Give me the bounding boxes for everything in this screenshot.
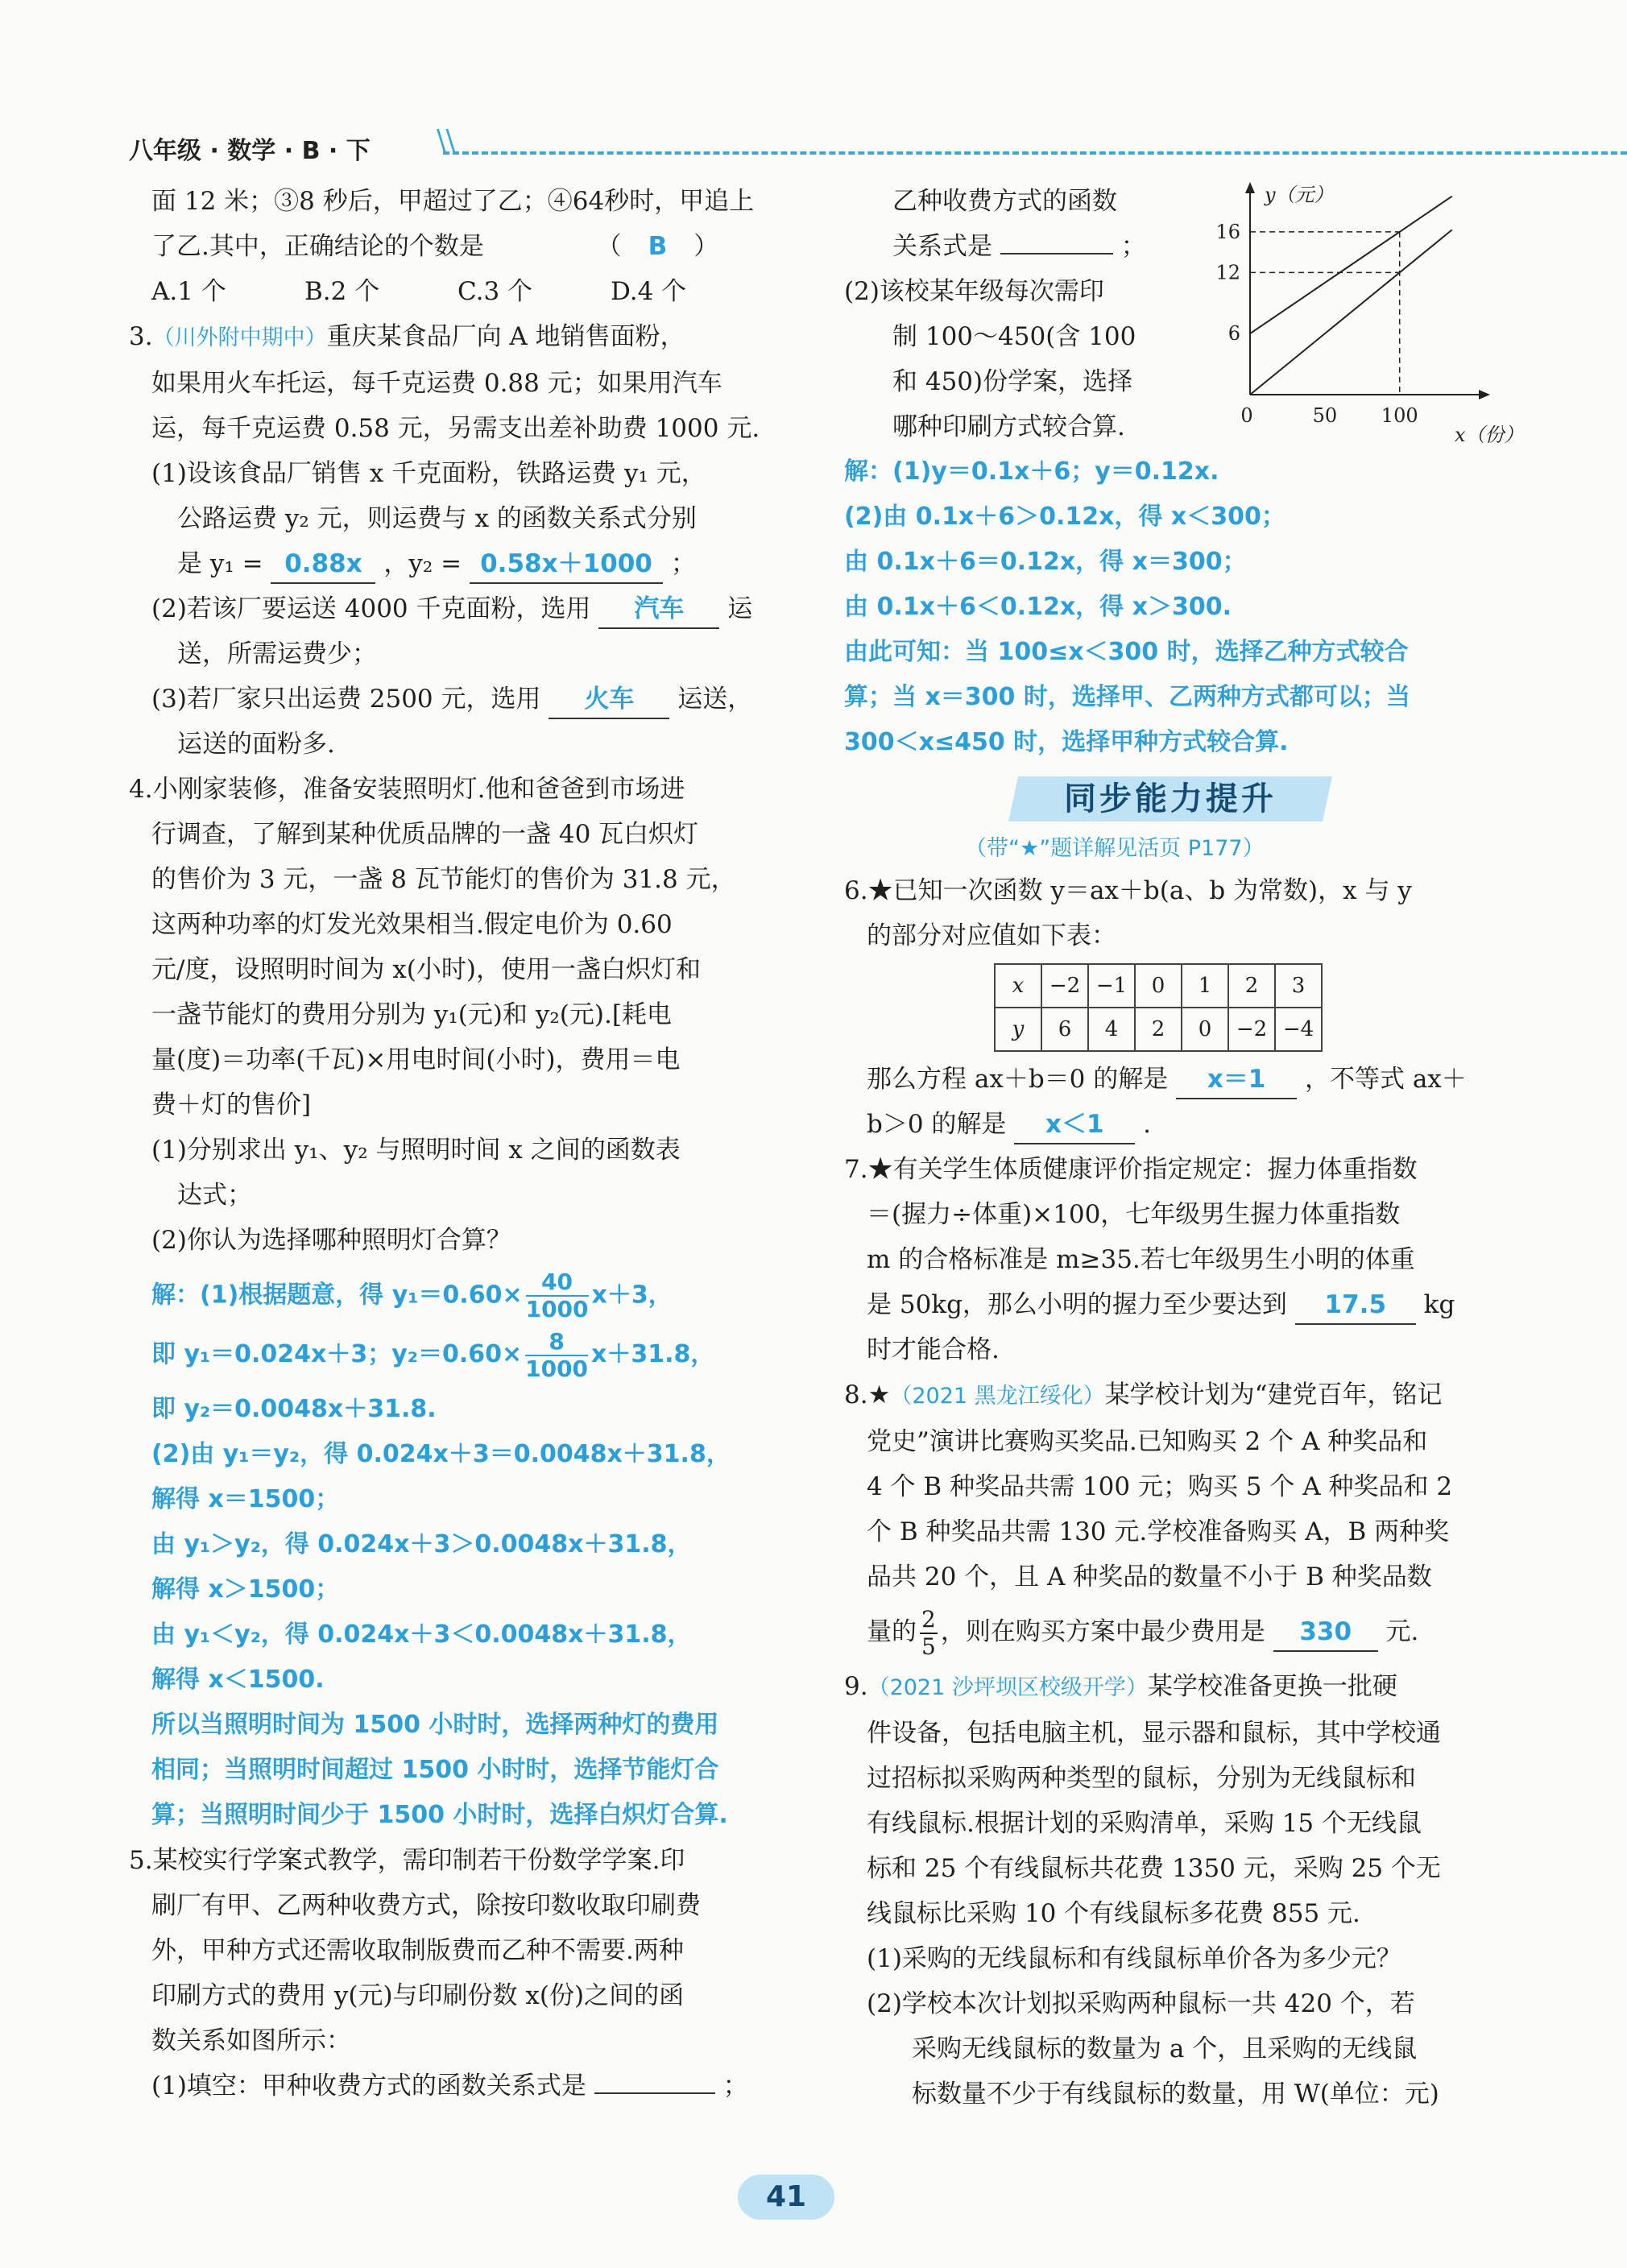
- fraction: [920, 1607, 938, 1660]
- table-cell: −1: [1088, 964, 1135, 1008]
- cost-graph-svg: [1208, 179, 1524, 446]
- q9-sub2: (2)学校本次计划拟采购两种鼠标一共 420 个，若: [867, 1989, 1415, 2018]
- q6-answer-2: x＜1: [1014, 1106, 1135, 1144]
- q5-sub1: [129, 2063, 773, 2109]
- y-tick-label: 6: [1227, 322, 1240, 346]
- q5-text: ；: [1120, 232, 1146, 261]
- q3-sub3: 运送的面粉多.: [177, 730, 335, 759]
- y-tick-label: 16: [1215, 220, 1240, 243]
- q4-line: 这两种功率的灯发光效果相当.假定电价为 0.60: [151, 910, 673, 939]
- q5-solution-line: 解：(1)y＝0.1x＋6；y＝0.12x.: [844, 457, 1219, 486]
- q4-solution-line: 解得 x＞1500；: [151, 1575, 340, 1604]
- q9-sub2: 标数量不少于有线鼠标的数量，用 W(单位：元): [912, 2080, 1439, 2109]
- q3-sub2: 送，所需运费少；: [177, 639, 377, 668]
- q5-line: 5.某校实行学案式教学，需印制若干份数学学案.印: [129, 1846, 685, 1875]
- header-slash-icon: \\: [437, 124, 455, 156]
- q9-line: [844, 1664, 1497, 1711]
- fraction-num: 2: [921, 1605, 936, 1633]
- q4-solution-line: [129, 1322, 773, 1387]
- q8-text: 元.: [1385, 1617, 1419, 1646]
- q4-sub1: 达式；: [177, 1181, 252, 1210]
- q4-sub2: (2)你认为选择哪种照明灯合算？: [151, 1226, 511, 1255]
- q6-text: .: [1143, 1110, 1151, 1139]
- q8-line: 品共 20 个，且 A 种奖品的数量不小于 B 种奖品数: [867, 1562, 1432, 1591]
- table-cell: 0: [1182, 1008, 1228, 1051]
- q7-line: [844, 1282, 1497, 1327]
- q3-text: 运: [727, 594, 753, 623]
- header-dashed-line: [443, 151, 1627, 155]
- table-cell: −4: [1275, 1008, 1322, 1051]
- q3-sub2: [129, 586, 773, 631]
- table-cell: −2: [1041, 964, 1088, 1008]
- q5-line: 印刷方式的费用 y(元)与印刷份数 x(份)之间的函: [151, 1981, 685, 2010]
- fraction: [525, 1329, 588, 1382]
- x-axis-label: x（份）: [1455, 424, 1524, 446]
- table-cell: 2: [1135, 1008, 1182, 1051]
- q4-solution-line: 解得 x＜1500.: [151, 1666, 325, 1694]
- sol-text: 解：(1)根据题意，得 y₁＝0.60×: [151, 1281, 523, 1310]
- q6-line: 的部分对应值如下表：: [867, 921, 1116, 950]
- fraction: [526, 1269, 589, 1322]
- q6-text: ，不等式 ax＋: [1304, 1065, 1467, 1094]
- q5-solution-line: 由 0.1x＋6＝0.12x，得 x＝300；: [844, 548, 1247, 576]
- q4-line: 一盏节能灯的费用分别为 y₁(元)和 y₂(元).[耗电: [151, 1000, 672, 1029]
- q3-text: 运送，: [677, 685, 753, 714]
- q3-number: 3.: [129, 322, 153, 351]
- q3-text: 重庆某食品厂向 A 地销售面粉，: [326, 322, 685, 351]
- table-cell: 3: [1275, 964, 1322, 1008]
- x-tick-label: 0: [1240, 404, 1253, 427]
- q9-line: 线鼠标比采购 10 个有线鼠标多花费 855 元.: [867, 1899, 1360, 1928]
- page-number: [738, 2175, 834, 2220]
- q5-sub2: (2)该校某年级每次需印: [844, 277, 1104, 306]
- q3-text: (2)若该厂要运送 4000 千克面粉，选用: [151, 594, 591, 623]
- table-cell: 2: [1228, 964, 1275, 1008]
- q7-line: 7.★有关学生体质健康评价指定规定：握力体重指数: [844, 1155, 1418, 1184]
- q3-line: 如果用火车托运，每千克运费 0.88 元；如果用汽车: [151, 369, 722, 398]
- left-column: [129, 179, 773, 2109]
- q4-solution-line: 算；当照明时间少于 1500 小时时，选择白炽灯合算.: [151, 1801, 728, 1829]
- fraction-num: 40: [526, 1269, 589, 1297]
- q4-line: 4.小刚家装修，准备安装照明灯.他和爸爸到市场进: [129, 775, 685, 804]
- q7-line: 时才能合格.: [867, 1335, 1000, 1364]
- q5-solution-line: 由 0.1x＋6＜0.12x，得 x＞300.: [844, 593, 1232, 621]
- right-column: [844, 179, 1497, 2117]
- header-title: 八年级 · 数学 · B · 下: [129, 137, 371, 165]
- q9-sub2: 采购无线鼠标的数量为 a 个，且采购的无线鼠: [912, 2034, 1418, 2063]
- x-tick-label: 100: [1381, 404, 1418, 427]
- q5-line: 乙种收费方式的函数: [892, 187, 1117, 216]
- table-cell: −2: [1228, 1008, 1275, 1051]
- q4-solution-line: 即 y₂＝0.0048x＋31.8.: [151, 1395, 437, 1423]
- table-cell: 4: [1088, 1008, 1135, 1051]
- q9-number: 9.: [844, 1672, 868, 1701]
- q9-line: 标和 25 个有线鼠标共花费 1350 元，采购 25 个无: [867, 1854, 1441, 1883]
- value-table: [994, 963, 1323, 1052]
- q4-solution-line: 由 y₁＜y₂，得 0.024x＋3＜0.0048x＋31.8，: [151, 1620, 692, 1649]
- q5-line: 数关系如图所示：: [151, 2026, 351, 2055]
- q4-solution-line: 相同；当照明时间超过 1500 小时时，选择节能灯合: [151, 1756, 719, 1784]
- page-number-text: 41: [765, 2180, 807, 2213]
- q5-text: (1)填空：甲种收费方式的函数关系式是: [151, 2071, 586, 2100]
- q8-source: （2021 黑龙江绥化）: [890, 1384, 1105, 1409]
- q2-choices: [129, 269, 773, 314]
- q2-paren: （: [596, 232, 622, 261]
- y-axis-arrow-icon: [1245, 182, 1255, 193]
- q5-solution-line: 300＜x≤450 时，选择甲种方式较合算.: [844, 728, 1289, 756]
- q5-line: 刷厂有甲、乙两种收费方式，除按印数收取印刷费: [151, 1891, 701, 1920]
- q2-line: 面 12 米；③8 秒后，甲超过了乙；④64秒时，甲追上: [151, 187, 755, 216]
- q2-answer: B: [648, 232, 668, 261]
- q2-text: 了乙.其中，正确结论的个数是: [151, 232, 484, 261]
- q3-text: ；: [670, 549, 696, 578]
- q6-text: b＞0 的解是: [867, 1110, 1007, 1139]
- table-cell: x: [995, 964, 1041, 1008]
- q3-sub3: [129, 677, 773, 722]
- q9-sub1: (1)采购的无线鼠标和有线鼠标单价各为多少元？: [867, 1944, 1401, 1973]
- q3-text: 是 y₁ =: [177, 549, 263, 578]
- q5-blank: [594, 2092, 715, 2094]
- choice-a: A.1 个: [151, 277, 226, 306]
- q4-solution-line: 所以当照明时间为 1500 小时时，选择两种灯的费用: [151, 1711, 719, 1739]
- q9-line: 过招标拟采购两种类型的鼠标，分别为无线鼠标和: [867, 1764, 1416, 1793]
- q7-text: kg: [1423, 1290, 1455, 1319]
- q3-answer-3: 火车: [549, 681, 669, 719]
- table-cell: 0: [1135, 964, 1182, 1008]
- section-banner: [844, 772, 1497, 828]
- choice-c: C.3 个: [457, 277, 533, 306]
- q3-answer-y1: 0.88x: [271, 545, 375, 584]
- q5-sub2: 制 100～450(含 100: [892, 322, 1136, 351]
- q4-line: 行调查，了解到某种优质品牌的一盏 40 瓦白炽灯: [151, 820, 699, 849]
- y-axis-label: y（元）: [1265, 184, 1334, 206]
- q8-line: [844, 1600, 1497, 1664]
- q8-answer: 330: [1273, 1613, 1378, 1652]
- q4-solution-line: [129, 1269, 773, 1322]
- q7-line: ＝(握力÷体重)×100，七年级男生握力体重指数: [867, 1200, 1401, 1229]
- q2-paren: ）: [693, 232, 719, 261]
- q8-line: [844, 1372, 1497, 1419]
- q6-line: 6.★已知一次函数 y＝ax＋b(a、b 为常数)，x 与 y: [844, 876, 1412, 905]
- table-row: [995, 1008, 1322, 1051]
- q6-text: 那么方程 ax＋b＝0 的解是: [867, 1065, 1169, 1094]
- q8-line: 个 B 种奖品共需 130 元.学校准备购买 A，B 两种奖: [867, 1517, 1450, 1546]
- banner-title: 同步能力提升: [1064, 780, 1277, 817]
- q3-answer-2: 汽车: [598, 590, 719, 629]
- fraction-num: 8: [525, 1329, 588, 1356]
- q4-line: 的售价为 3 元，一盏 8 瓦节能灯的售价为 31.8 元，: [151, 865, 736, 894]
- q3-text: ，y₂ =: [383, 549, 462, 578]
- q3-source: （川外附中期中）: [152, 325, 327, 350]
- cost-graph: [1208, 179, 1524, 446]
- q7-answer: 17.5: [1295, 1286, 1416, 1325]
- page-header: [129, 124, 1498, 165]
- q4-line: 费＋灯的售价]: [151, 1091, 312, 1120]
- q5-text: ；: [722, 2071, 748, 2100]
- q4-line: 元/度，设照明时间为 x(小时)，使用一盏白炽灯和: [151, 955, 701, 984]
- q6-line: [844, 1102, 1497, 1147]
- q3-line: [129, 314, 773, 361]
- q9-line: 有线鼠标.根据计划的采购清单，采购 15 个无线鼠: [867, 1809, 1422, 1838]
- q8-text: 某学校计划为“建党百年，铭记: [1104, 1380, 1443, 1409]
- choice-d: D.4 个: [611, 277, 687, 306]
- q5-solution-line: 由此可知：当 100≤x＜300 时，选择乙种方式较合: [844, 638, 1409, 666]
- q3-text: (3)若厂家只出运费 2500 元，选用: [151, 685, 541, 714]
- q5-solution-line: 算；当 x＝300 时，选择甲、乙两种方式都可以；当: [844, 683, 1410, 711]
- q4-sub1: (1)分别求出 y₁、y₂ 与照明时间 x 之间的函数表: [151, 1136, 681, 1165]
- q4-solution-line: (2)由 y₁＝y₂，得 0.024x＋3＝0.0048x＋31.8，: [151, 1440, 731, 1468]
- q5-blank: [1000, 253, 1113, 255]
- q8-number: 8.★: [844, 1380, 891, 1409]
- q6-line: [844, 1057, 1497, 1102]
- q4-line: 量(度)＝功率(千瓦)×用电时间(小时)，费用＝电: [151, 1045, 681, 1074]
- q5-line: 外，甲种方式还需收取制版费而乙种不需要.两种: [151, 1936, 684, 1965]
- q4-solution-line: 解得 x＝1500；: [151, 1485, 340, 1513]
- table-cell: 6: [1041, 1008, 1088, 1051]
- q8-text: ，则在购买方案中最少费用是: [940, 1617, 1265, 1646]
- table-cell: y: [995, 1008, 1041, 1051]
- q3-sub1: 公路运费 y₂ 元，则运费与 x 的函数关系式分别: [177, 504, 697, 533]
- fraction-den: 1000: [525, 1296, 589, 1322]
- sol-text: x＋3，: [591, 1281, 673, 1310]
- q5-solution-line: (2)由 0.1x＋6＞0.12x，得 x＜300；: [844, 503, 1285, 531]
- q3-answer-y2: 0.58x＋1000: [470, 545, 663, 584]
- q5-sub2: 和 450)份学案，选择: [892, 367, 1133, 396]
- q8-line: 4 个 B 种奖品共需 100 元；购买 5 个 A 种奖品和 2: [867, 1472, 1453, 1501]
- q4-solution-line: 由 y₁＞y₂，得 0.024x＋3＞0.0048x＋31.8，: [151, 1530, 692, 1558]
- sol-text: 即 y₁＝0.024x＋3；y₂＝0.60×: [151, 1340, 523, 1368]
- q9-text: 某学校准备更换一批硬: [1147, 1672, 1397, 1701]
- q3-line: 运，每千克运费 0.58 元，另需支出差补助费 1000 元.: [151, 414, 760, 443]
- q8-text: 量的: [867, 1617, 917, 1646]
- q6-answer-1: x＝1: [1176, 1061, 1297, 1099]
- x-tick-label: 50: [1312, 404, 1338, 427]
- banner-note: （带“★”题详解见活页 P177）: [965, 836, 1265, 861]
- choice-b: B.2 个: [304, 277, 380, 306]
- q7-line: m 的合格标准是 m≥35.若七年级男生小明的体重: [867, 1245, 1415, 1274]
- q5-text: 关系式是: [892, 232, 992, 261]
- q3-sub1: [129, 541, 773, 586]
- y-tick-label: 12: [1215, 261, 1240, 284]
- q7-text: 是 50kg，那么小明的握力至少要达到: [867, 1290, 1287, 1319]
- q3-sub1: (1)设该食品厂销售 x 千克面粉，铁路运费 y₁ 元，: [151, 459, 706, 488]
- x-axis-arrow-icon: [1479, 390, 1490, 399]
- fraction-den: 5: [921, 1633, 936, 1660]
- q9-source: （2021 沙坪坝区校级开学）: [867, 1675, 1148, 1700]
- q2-line: [129, 224, 773, 269]
- fraction-den: 1000: [525, 1355, 589, 1382]
- q8-line: 党史”演讲比赛购买奖品.已知购买 2 个 A 种奖品和: [867, 1427, 1428, 1456]
- q9-line: 件设备，包括电脑主机，显示器和鼠标，其中学校通: [867, 1719, 1441, 1748]
- sol-text: x＋31.8，: [591, 1340, 715, 1368]
- table-row: [995, 964, 1322, 1008]
- table-cell: 1: [1182, 964, 1228, 1008]
- q5-sub2: 哪种印刷方式较合算.: [892, 412, 1125, 441]
